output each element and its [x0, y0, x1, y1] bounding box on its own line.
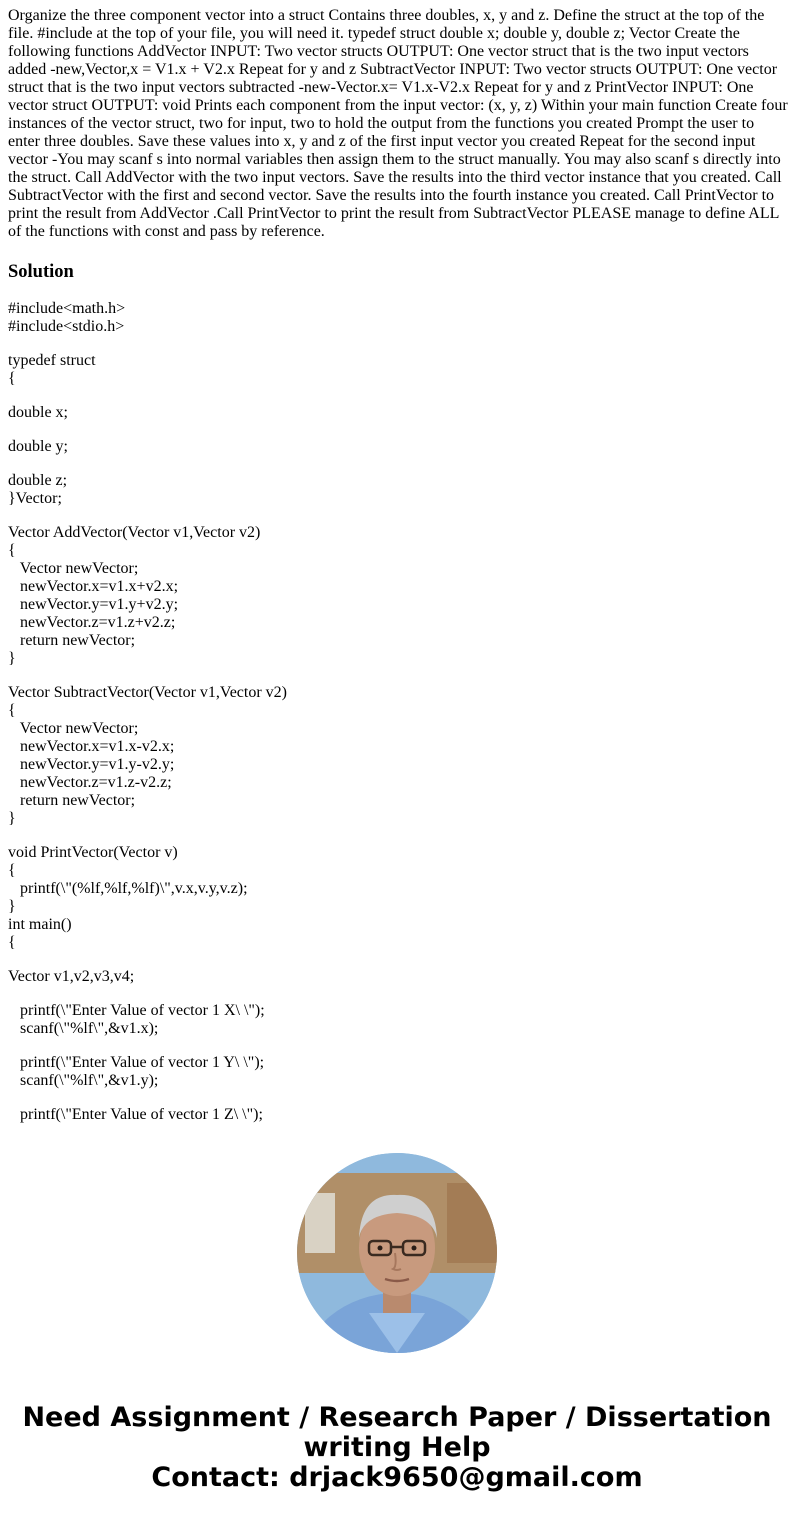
code-line: { — [8, 370, 16, 387]
code-line: double x; — [8, 404, 68, 421]
code-line: } — [8, 898, 16, 915]
code-line: printf(\"Enter Value of vector 1 X\ \"); — [8, 1002, 265, 1019]
code-line — [8, 668, 788, 684]
code-line: #include<math.h> — [8, 300, 126, 317]
code-line — [8, 1090, 788, 1106]
code-line: printf(\"(%lf,%lf,%lf)\",v.x,v.y,v.z); — [8, 880, 248, 897]
code-line: { — [8, 702, 16, 719]
code-line: #include<stdio.h> — [8, 318, 125, 335]
code-line: newVector.z=v1.z-v2.z; — [8, 774, 172, 791]
code-line: void PrintVector(Vector v) — [8, 844, 178, 861]
code-line — [8, 1038, 788, 1054]
tutor-avatar — [297, 1153, 497, 1353]
code-line: Vector newVector; — [8, 560, 139, 577]
code-line: newVector.y=v1.y+v2.y; — [8, 596, 179, 613]
code-line: double z; — [8, 472, 68, 489]
code-line — [8, 422, 788, 438]
code-line — [8, 952, 788, 968]
code-line: Vector v1,v2,v3,v4; — [8, 968, 135, 985]
code-line: Vector newVector; — [8, 720, 139, 737]
code-line — [8, 456, 788, 472]
code-line: { — [8, 542, 16, 559]
code-line — [8, 986, 788, 1002]
tutor-portrait-icon — [297, 1153, 497, 1353]
code-line: newVector.x=v1.x+v2.x; — [8, 578, 179, 595]
code-line: typedef struct — [8, 352, 96, 369]
code-line: } — [8, 650, 16, 667]
promo-line-2: writing Help — [303, 1432, 491, 1463]
code-line — [8, 388, 788, 404]
code-line: scanf(\"%lf\",&v1.x); — [8, 1020, 159, 1037]
code-line: } — [8, 810, 16, 827]
code-line: return newVector; — [8, 792, 136, 809]
code-line: { — [8, 862, 16, 879]
code-line — [8, 336, 788, 352]
solution-code — [8, 300, 788, 1123]
code-line: newVector.y=v1.y-v2.y; — [8, 756, 175, 773]
code-line: newVector.z=v1.z+v2.z; — [8, 614, 176, 631]
promo-line-1: Need Assignment / Research Paper / Dissertation — [22, 1402, 772, 1433]
code-line: Vector SubtractVector(Vector v1,Vector v2) — [8, 684, 288, 701]
code-line: int main() — [8, 916, 72, 933]
code-line: }Vector; — [8, 490, 62, 507]
code-line: printf(\"Enter Value of vector 1 Y\ \"); — [8, 1054, 265, 1071]
code-line: scanf(\"%lf\",&v1.y); — [8, 1072, 159, 1089]
code-line — [8, 508, 788, 524]
code-line: { — [8, 934, 16, 951]
code-line — [8, 828, 788, 844]
code-line: return newVector; — [8, 632, 136, 649]
code-line: Vector AddVector(Vector v1,Vector v2) — [8, 524, 261, 541]
solution-heading: Solution — [8, 262, 74, 282]
code-line: printf(\"Enter Value of vector 1 Z\ \"); — [8, 1106, 263, 1123]
code-line: double y; — [8, 438, 68, 455]
promo-banner — [0, 1403, 794, 1493]
question-text: Organize the three component vector into a struct Contains three doubles, x, y and z. Define the struct at the top of the file. #include at the top of your file, you will need it. typedef struct double x; double y, double z; Vector Create the following functions AddVector INPUT: Two vector structs OUTPUT: One vector struct that is the two input vectors added -new,Vector,x = V1.x + V2.x Repeat for y and z SubtractVector INPUT: Two vector structs OUTPUT: One vector struct that is the two input vectors subtracted -new-Vector.x= V1.x-V2.x Repeat for y and z PrintVector INPUT: One vector struct OUTPUT: void Prints each component from the input vector: (x, y, z) Within your main function Create four instances of the vector struct, two for input, two to hold the output from the functions you created Prompt the user to enter three doubles. Save these values into x, y and z of the first input vector you created Repeat for the second input vector -You may scanf s into normal variables then assign them to the struct manually. You may also scanf s directly into the struct. Call AddVector with the two input vectors. Save the results into the third vector instance that you created. Call SubtractVector with the first and second vector. Save the results into the fourth instance you created. Call PrintVector to print the result from AddVector .Call PrintVector to print the result from SubtractVector PLEASE manage to define ALL of the functions with const and pass by reference. — [8, 7, 788, 240]
code-line: newVector.x=v1.x-v2.x; — [8, 738, 175, 755]
promo-contact: Contact: drjack9650@gmail.com — [151, 1462, 643, 1493]
